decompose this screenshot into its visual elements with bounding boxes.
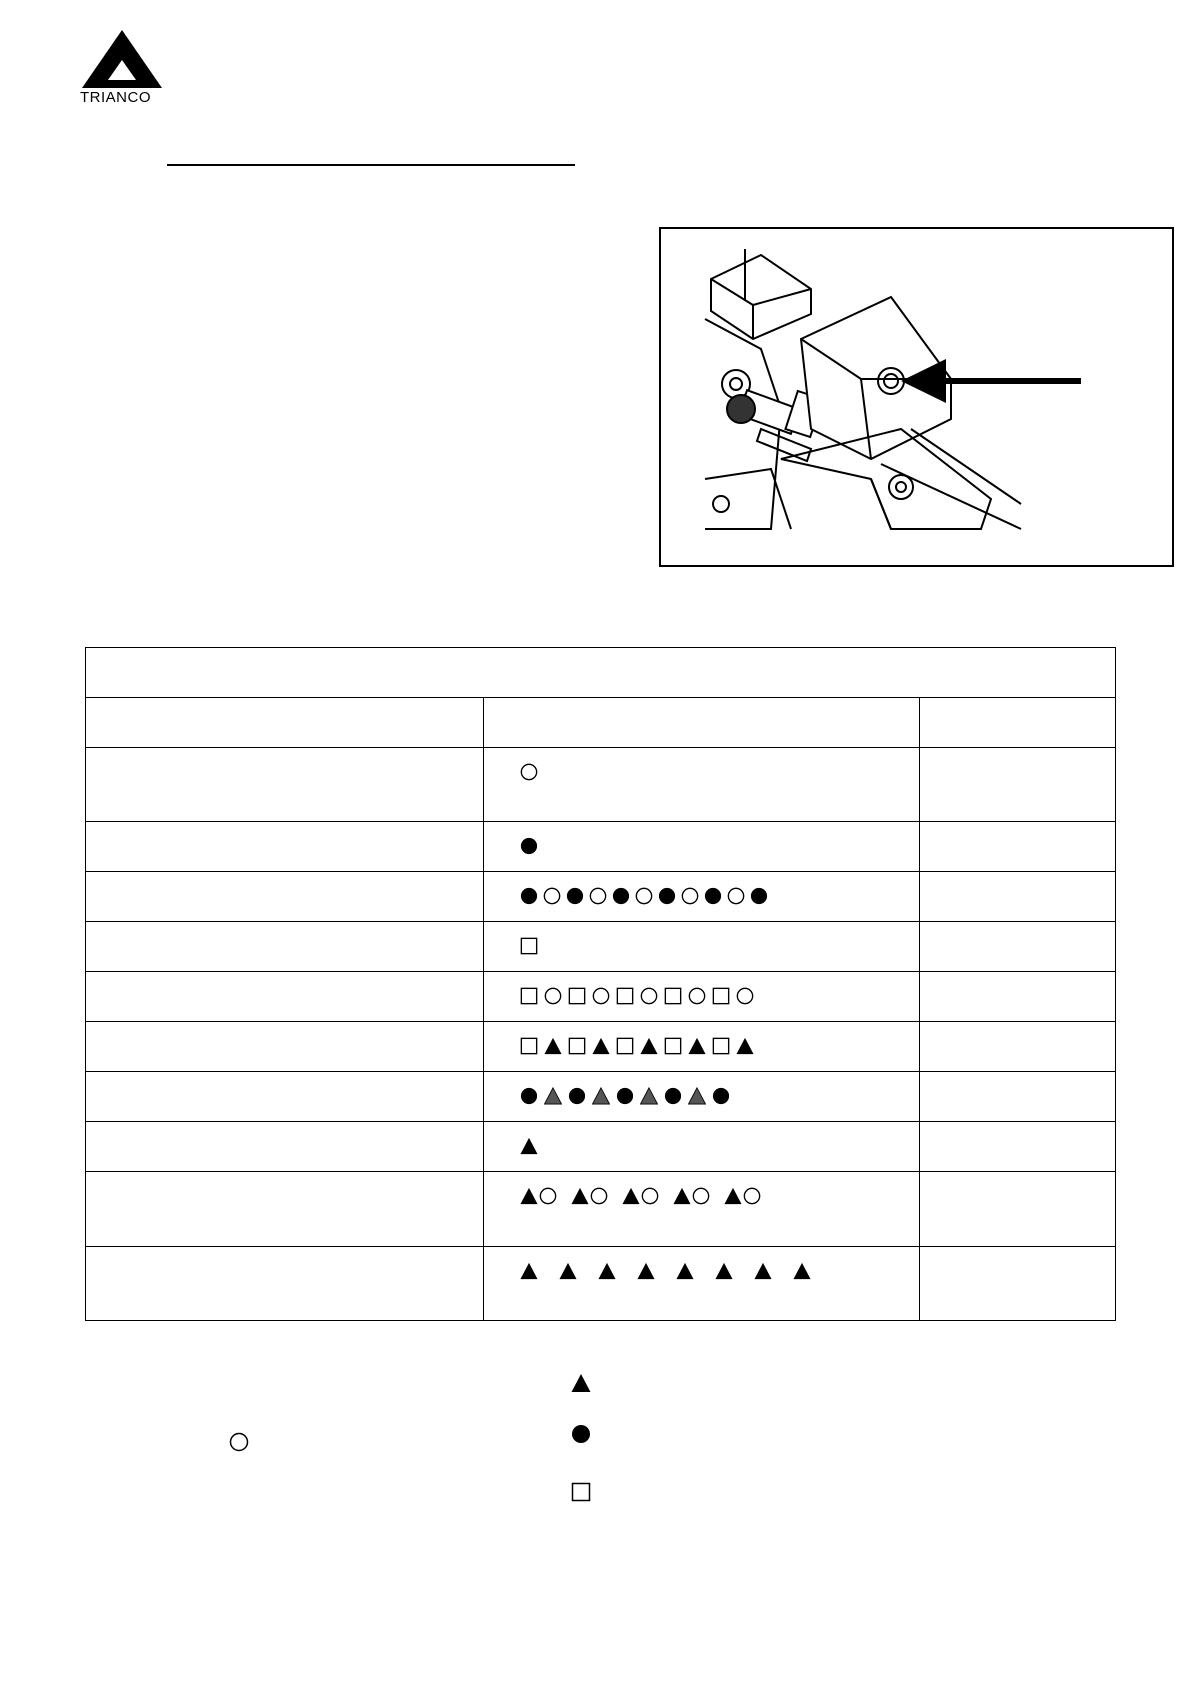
remedy-cell — [920, 1247, 1116, 1321]
circle-open-icon — [681, 886, 699, 906]
triangle-filled-icon — [676, 1261, 694, 1281]
description-cell — [86, 922, 484, 972]
circle-filled-icon — [616, 1086, 634, 1106]
circle-open-icon — [590, 1186, 608, 1206]
square-open-icon — [664, 986, 682, 1006]
circle-open-icon — [692, 1186, 710, 1206]
description-cell — [86, 1122, 484, 1172]
square-open-icon — [712, 986, 730, 1006]
flash-sequence-cell — [484, 1122, 920, 1172]
triangle-filled-icon — [724, 1186, 742, 1206]
table-row — [86, 1172, 1116, 1247]
triangle-filled-icon — [598, 1261, 616, 1281]
flash-sequence-cell — [484, 748, 920, 822]
triangle-grey-icon — [640, 1086, 658, 1106]
legend-circle-filled-icon — [571, 1424, 591, 1444]
table-row — [86, 1247, 1116, 1321]
triangle-grey-icon — [544, 1086, 562, 1106]
flash-sequence-cell — [484, 1172, 920, 1247]
triangle-filled-icon — [520, 1261, 538, 1281]
flash-sequence-cell — [484, 872, 920, 922]
circle-filled-icon — [566, 886, 584, 906]
remedy-cell — [920, 1172, 1116, 1247]
triangle-filled-icon — [637, 1261, 655, 1281]
circle-open-icon — [736, 986, 754, 1006]
circle-open-icon — [688, 986, 706, 1006]
flash-sequence-cell — [484, 1022, 920, 1072]
table-title-cell — [86, 648, 1116, 698]
table-row — [86, 1072, 1116, 1122]
description-cell — [86, 1022, 484, 1072]
description-cell — [86, 1072, 484, 1122]
circle-open-icon — [539, 1186, 557, 1206]
circle-open-icon — [727, 886, 745, 906]
remedy-cell — [920, 972, 1116, 1022]
circle-open-icon — [592, 986, 610, 1006]
triangle-filled-icon — [592, 1036, 610, 1056]
square-open-icon — [568, 1036, 586, 1056]
description-cell — [86, 748, 484, 822]
table-title-row — [86, 648, 1116, 698]
header-cell — [484, 698, 920, 748]
legend-square-open-icon — [571, 1482, 591, 1502]
triangle-filled-icon — [559, 1261, 577, 1281]
table-row — [86, 822, 1116, 872]
circle-open-icon — [544, 986, 562, 1006]
square-open-icon — [616, 986, 634, 1006]
remedy-cell — [920, 1022, 1116, 1072]
triangle-filled-icon — [520, 1136, 538, 1156]
flash-sequence-cell — [484, 1072, 920, 1122]
circle-open-icon — [743, 1186, 761, 1206]
brand-name: TRIANCO — [80, 89, 151, 106]
table-row — [86, 1022, 1116, 1072]
flash-sequence-cell — [484, 922, 920, 972]
description-cell — [86, 972, 484, 1022]
square-open-icon — [520, 986, 538, 1006]
triangle-filled-icon — [736, 1036, 754, 1056]
description-cell — [86, 1172, 484, 1247]
header-cell — [920, 698, 1116, 748]
square-open-icon — [568, 986, 586, 1006]
triangle-filled-icon — [715, 1261, 733, 1281]
flash-sequence-cell — [484, 972, 920, 1022]
circle-open-icon — [635, 886, 653, 906]
remedy-cell — [920, 1122, 1116, 1172]
square-open-icon — [616, 1036, 634, 1056]
triangle-filled-icon — [622, 1186, 640, 1206]
triangle-filled-icon — [688, 1036, 706, 1056]
remedy-cell — [920, 822, 1116, 872]
legend-circle-open-icon — [229, 1432, 249, 1452]
description-cell — [86, 1247, 484, 1321]
triangle-filled-icon — [673, 1186, 691, 1206]
table-row — [86, 922, 1116, 972]
table-row — [86, 972, 1116, 1022]
burner-drawing — [661, 229, 1172, 565]
table-row — [86, 748, 1116, 822]
table-row — [86, 872, 1116, 922]
table-row — [86, 1122, 1116, 1172]
square-open-icon — [712, 1036, 730, 1056]
title-underline — [167, 164, 575, 166]
circle-filled-icon — [612, 886, 630, 906]
description-cell — [86, 872, 484, 922]
table-header-row — [86, 698, 1116, 748]
triangle-filled-icon — [520, 1186, 538, 1206]
trianco-logo-mark — [78, 26, 166, 96]
circle-filled-icon — [658, 886, 676, 906]
triangle-filled-icon — [544, 1036, 562, 1056]
circle-open-icon — [641, 1186, 659, 1206]
circle-open-icon — [589, 886, 607, 906]
triangle-filled-icon — [793, 1261, 811, 1281]
circle-filled-icon — [520, 886, 538, 906]
triangle-grey-icon — [592, 1086, 610, 1106]
triangle-filled-icon — [754, 1261, 772, 1281]
remedy-cell — [920, 922, 1116, 972]
circle-filled-icon — [520, 836, 538, 856]
square-open-icon — [664, 1036, 682, 1056]
square-open-icon — [520, 1036, 538, 1056]
circle-filled-icon — [704, 886, 722, 906]
circle-filled-icon — [520, 1086, 538, 1106]
circle-filled-icon — [750, 886, 768, 906]
legend-triangle-filled-icon — [571, 1373, 591, 1393]
flash-sequence-cell — [484, 822, 920, 872]
triangle-filled-icon — [640, 1036, 658, 1056]
flash-sequence-cell — [484, 1247, 920, 1321]
header-cell — [86, 698, 484, 748]
circle-open-icon — [640, 986, 658, 1006]
remedy-cell — [920, 872, 1116, 922]
circle-open-icon — [543, 886, 561, 906]
circle-filled-icon — [712, 1086, 730, 1106]
square-open-icon — [520, 936, 538, 956]
circle-filled-icon — [664, 1086, 682, 1106]
remedy-cell — [920, 748, 1116, 822]
triangle-filled-icon — [571, 1186, 589, 1206]
lockout-code-table — [85, 647, 1116, 1321]
triangle-grey-icon — [688, 1086, 706, 1106]
burner-illustration — [659, 227, 1174, 567]
circle-filled-icon — [568, 1086, 586, 1106]
circle-open-icon — [520, 762, 538, 782]
remedy-cell — [920, 1072, 1116, 1122]
description-cell — [86, 822, 484, 872]
